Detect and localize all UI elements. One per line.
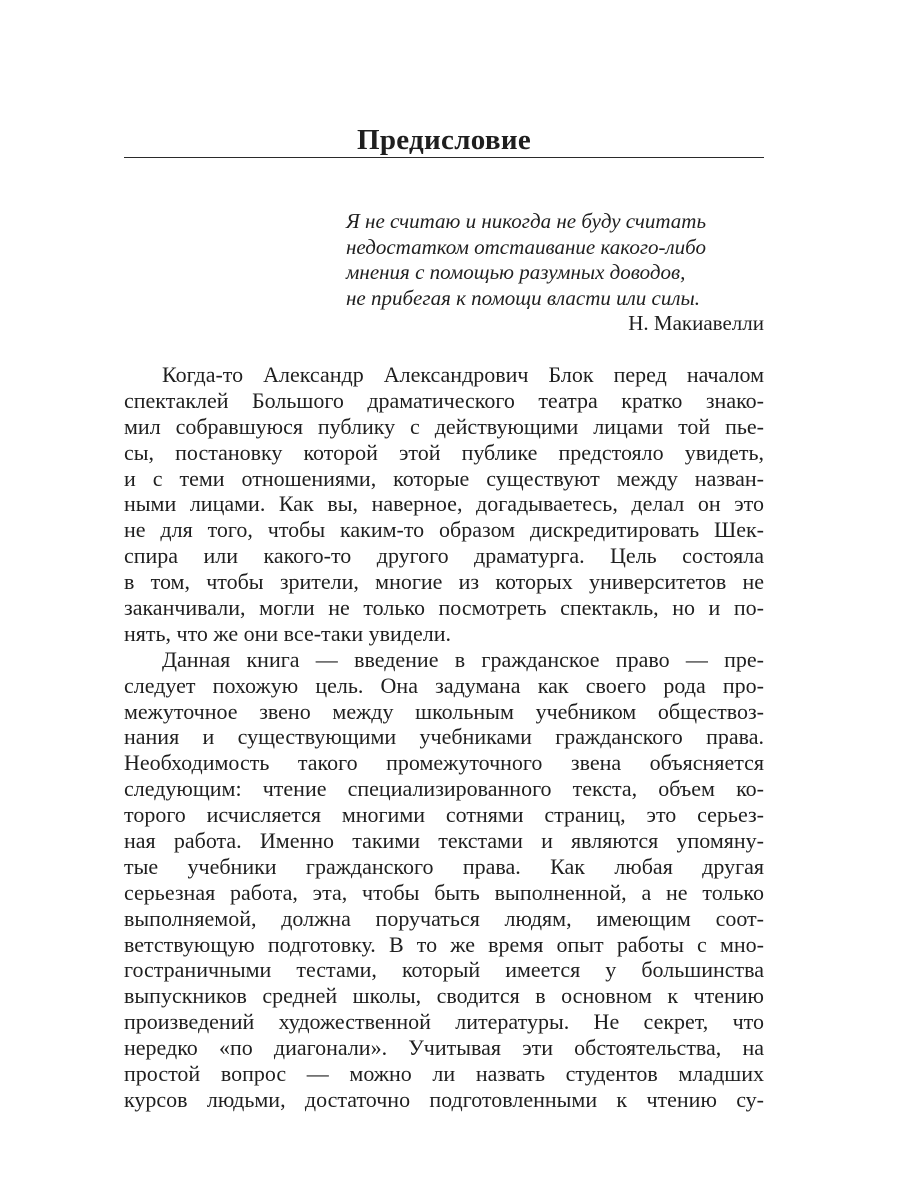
epigraph-author: Н. Макиавелли: [628, 311, 764, 335]
text-line: не для того, чтобы каким-то образом дискредитировать Шек-: [124, 517, 764, 543]
text-line: гостраничными тестами, который имеется у большинства: [124, 957, 764, 983]
text-line: ными лицами. Как вы, наверное, догадываетесь, делал он это: [124, 491, 764, 517]
text-line: спира или какого-то другого драматурга. Цель состояла: [124, 543, 764, 569]
text-line: ная работа. Именно такими текстами и являются упомяну-: [124, 828, 764, 854]
text-line: нания и существующими учебниками гражданского права.: [124, 724, 764, 750]
text-line: сы, постановку которой этой публике предстояло увидеть,: [124, 439, 764, 465]
epigraph-line: Я не считаю и никогда не буду считать: [346, 209, 706, 233]
body-text: [124, 362, 764, 1113]
epigraph-line: мнения с помощью разумных доводов,: [346, 260, 686, 284]
epigraph-line: не прибегая к помощи власти или силы.: [346, 285, 700, 310]
text-line: нередко «по диагонали». Учитывая эти обстоятельства, на: [124, 1035, 764, 1061]
text-line: простой вопрос — можно ли назвать студентов младших: [124, 1061, 764, 1087]
text-line: и с теми отношениями, которые существуют между назван-: [124, 465, 764, 491]
text-line: заканчивали, могли не только посмотреть спектакль, но и по-: [124, 595, 764, 621]
text-line: межуточное звено между школьным учебником обществоз-: [124, 698, 764, 724]
text-line: Когда-то Александр Александрович Блок перед началом: [162, 362, 764, 387]
text-line: курсов людьми, достаточно подготовленными к чтению су-: [124, 1086, 764, 1112]
page-title: Предисловие: [356, 124, 531, 156]
text-line: серьезная работа, эта, чтобы быть выполненной, а не только: [124, 879, 764, 905]
text-line: Необходимость такого промежуточного звена объясняется: [124, 750, 764, 776]
text-line: выполняемой, должна поручаться людям, имеющим соот-: [124, 905, 764, 931]
text-line: следующим: чтение специализированного текста, объем ко-: [124, 776, 764, 802]
text-line: ветствующую подготовку. В то же время опыт работы с мно-: [124, 931, 764, 957]
text-line: тые учебники гражданского права. Как любая другая: [124, 853, 764, 879]
text-line: Данная книга — введение в гражданское право — пре-: [162, 646, 764, 672]
epigraph-line: недостатком отстаивание какого-либо: [346, 234, 706, 259]
text-line: выпускников средней школы, сводится в основном к чтению: [124, 983, 764, 1009]
text-line: спектаклей Большого драматического театра кратко знако-: [124, 387, 764, 413]
text-line: следует похожую цель. Она задумана как своего рода про-: [124, 672, 764, 698]
text-line: торого исчисляется многими сотнями страниц, это серьез-: [124, 802, 764, 828]
text-line: нять, что же они все-таки увидели.: [124, 620, 452, 646]
title-divider: [124, 157, 764, 158]
epigraph: [346, 209, 764, 337]
text-line: в том, чтобы зрители, многие из которых университетов не: [124, 569, 764, 595]
text-line: произведений художественной литературы. Не секрет, что: [124, 1009, 764, 1035]
text-line: мил собравшуюся публику с действующими лицами той пье-: [124, 413, 764, 439]
